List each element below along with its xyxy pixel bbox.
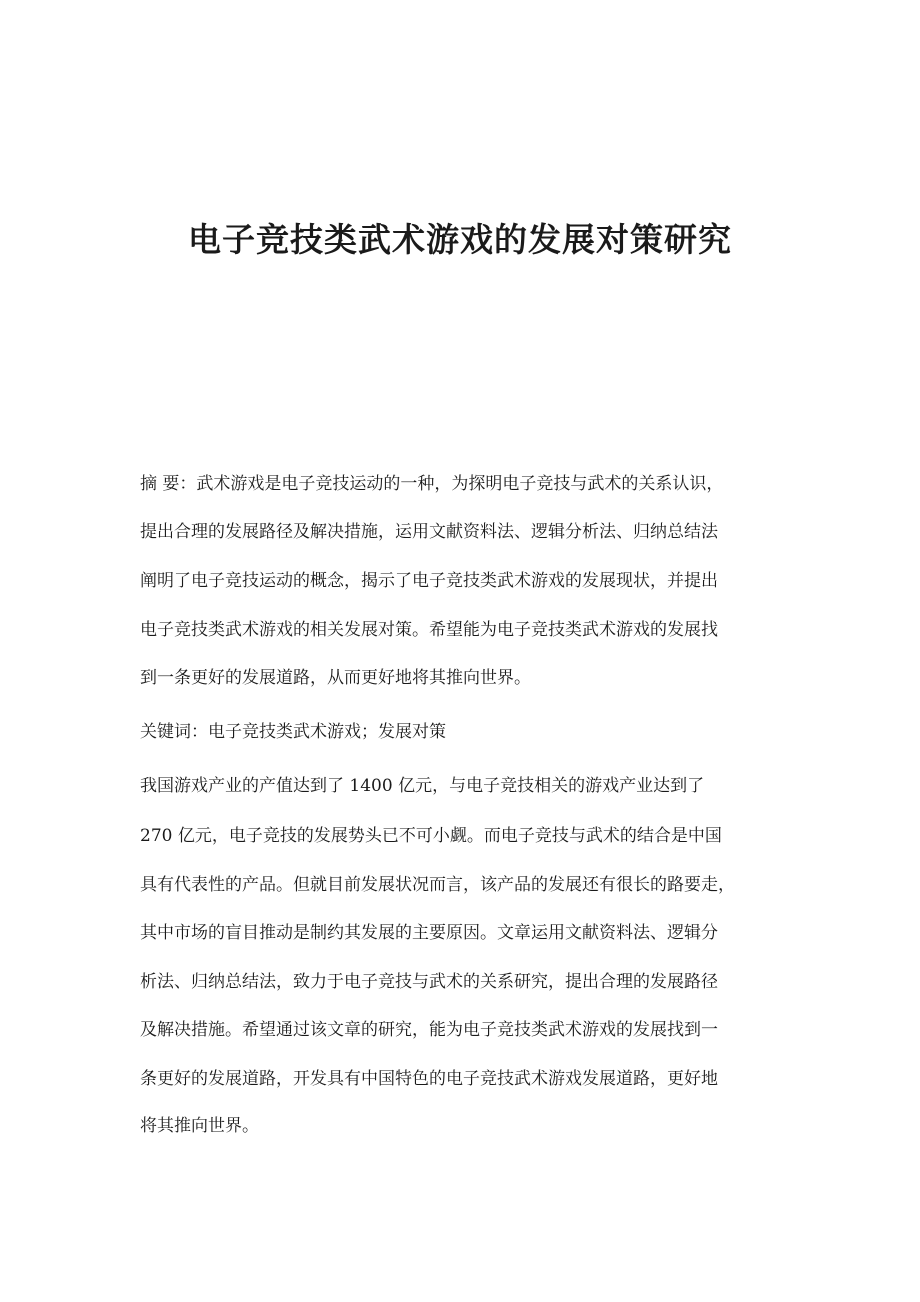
body-line: 析法、归纳总结法，致力于电子竞技与武术的关系研究，提出合理的发展路径 <box>140 972 718 992</box>
body-line: 将其推向世界。 <box>140 1116 259 1136</box>
body-line: 及解决措施。希望通过该文章的研究，能为电子竞技类武术游戏的发展找到一 <box>140 1020 718 1040</box>
keywords-line: 关键词：电子竞技类武术游戏；发展对策 <box>140 722 446 742</box>
abstract-line: 提出合理的发展路径及解决措施，运用文献资料法、逻辑分析法、归纳总结法 <box>140 522 718 542</box>
body-line: 270 亿元，电子竞技的发展势头已不可小觑。而电子竞技与武术的结合是中国 <box>140 826 722 846</box>
abstract-line: 阐明了电子竞技运动的概念，揭示了电子竞技类武术游戏的发展现状，并提出 <box>140 571 718 591</box>
body-line: 其中市场的盲目推动是制约其发展的主要原因。文章运用文献资料法、逻辑分 <box>140 923 718 943</box>
abstract-line: 摘 要：武术游戏是电子竞技运动的一种，为探明电子竞技与武术的关系认识， <box>140 474 724 494</box>
document-title: 电子竞技类武术游戏的发展对策研究 <box>188 220 732 259</box>
abstract-line: 电子竞技类武术游戏的相关发展对策。希望能为电子竞技类武术游戏的发展找 <box>140 620 718 640</box>
abstract-line: 到一条更好的发展道路，从而更好地将其推向世界。 <box>140 668 531 688</box>
body-line: 我国游戏产业的产值达到了 1400 亿元，与电子竞技相关的游戏产业达到了 <box>140 776 705 796</box>
body-line: 具有代表性的产品。但就目前发展状况而言，该产品的发展还有很长的路要走， <box>140 875 735 895</box>
body-line: 条更好的发展道路，开发具有中国特色的电子竞技武术游戏发展道路，更好地 <box>140 1069 718 1089</box>
